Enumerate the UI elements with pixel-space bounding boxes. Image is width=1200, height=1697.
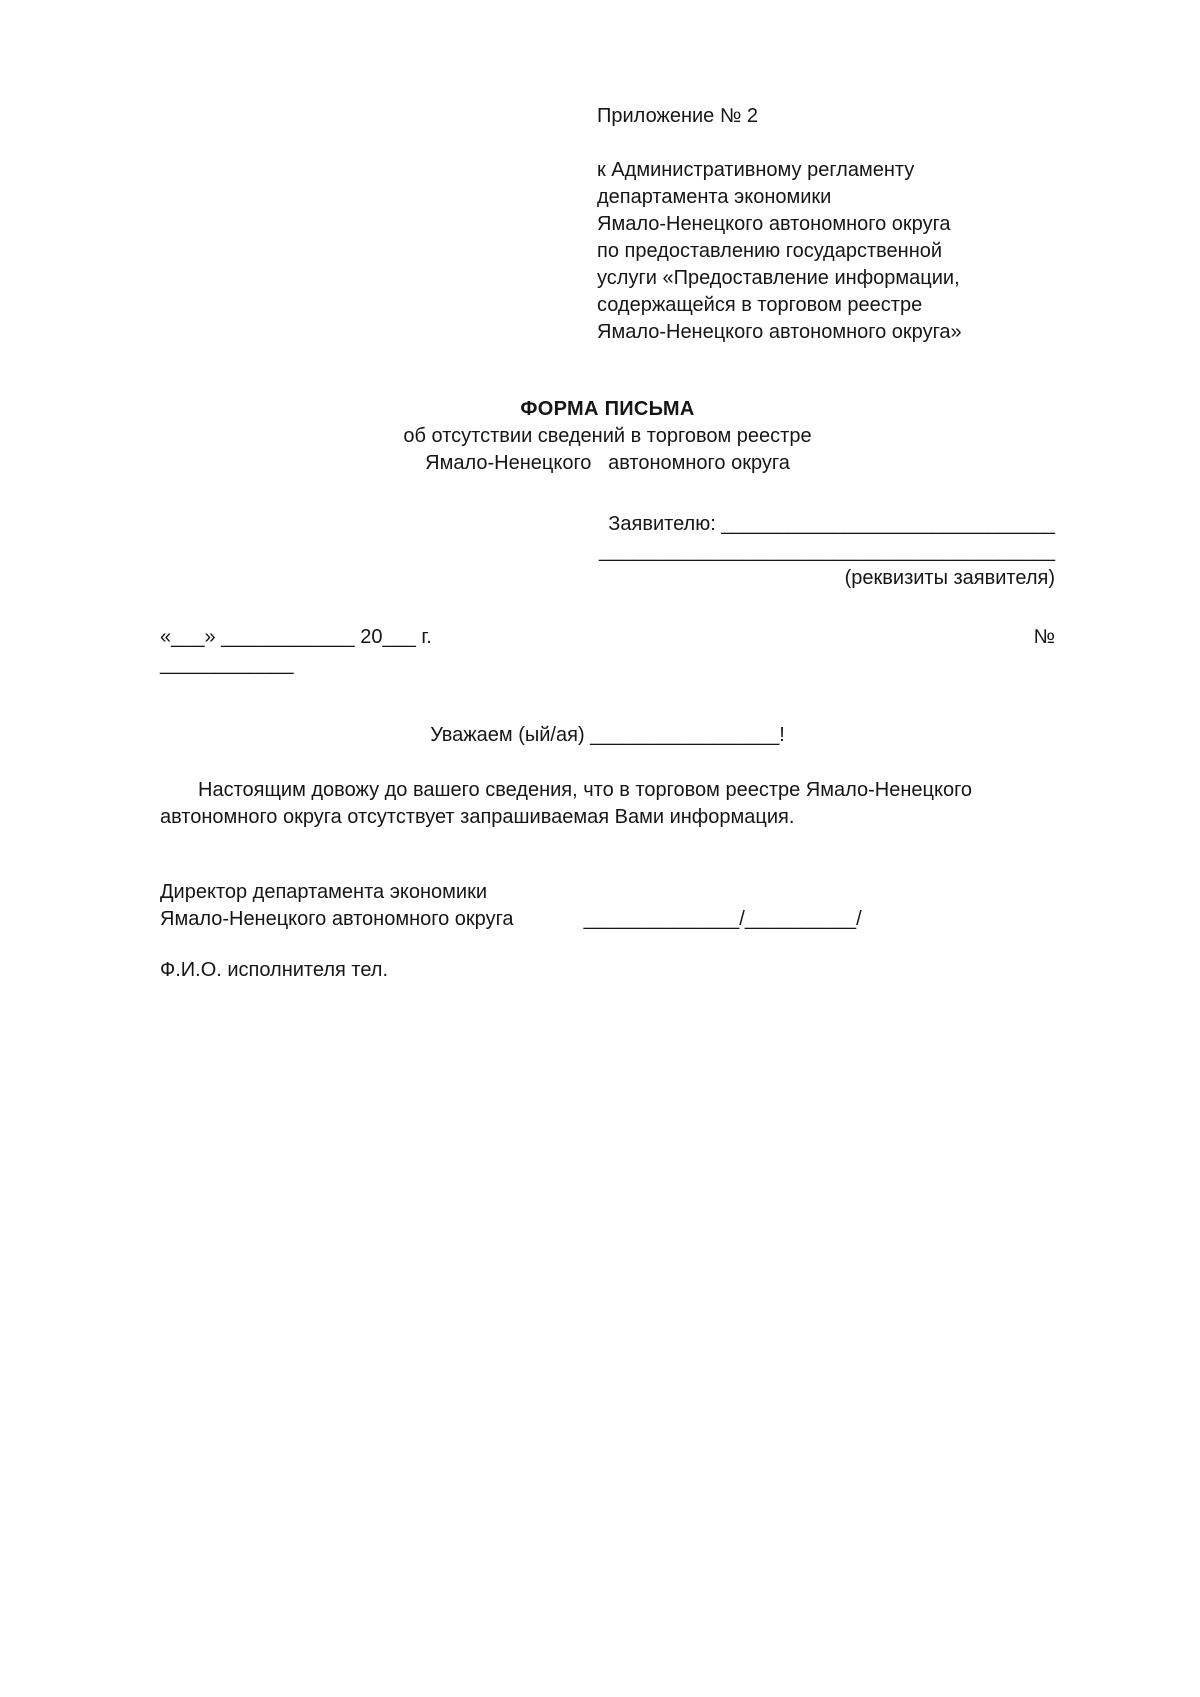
appendix-reference-line: Ямало-Ненецкого автономного округа» bbox=[597, 321, 962, 343]
signature-title-line: Ямало-Ненецкого автономного округа bbox=[160, 908, 514, 930]
signature-block bbox=[160, 879, 1055, 933]
title-block bbox=[160, 396, 1055, 477]
appendix-block bbox=[597, 103, 1055, 346]
signature-blank: ______________/__________/ bbox=[583, 908, 862, 930]
signature-row bbox=[160, 906, 1055, 933]
date-blank: «___» ____________ 20___ г. bbox=[160, 626, 432, 648]
appendix-reference-line: к Административному регламенту bbox=[597, 159, 915, 181]
salutation-line: Уважаем (ый/ая) _________________! bbox=[430, 724, 785, 746]
appendix-reference-line: услуги «Предоставление информации, bbox=[597, 267, 960, 289]
appendix-reference-line: Ямало-Ненецкого автономного округа bbox=[597, 213, 951, 235]
addressee-blank-line: _________________________________________ bbox=[598, 540, 1055, 562]
number-sign: № bbox=[1033, 626, 1055, 648]
appendix-reference-line: содержащейся в торговом реестре bbox=[597, 294, 923, 316]
appendix-number: Приложение № 2 bbox=[597, 105, 758, 127]
number-blank: ____________ bbox=[160, 653, 294, 675]
document-subtitle-line: об отсутствии сведений в торговом реестре bbox=[403, 425, 812, 447]
body-paragraph: Настоящим довожу до вашего сведения, что в торговом реестре Ямало-Ненецкого автономного округа отсутствует запрашиваемая Вами информация. bbox=[160, 779, 973, 828]
date-row bbox=[160, 624, 1055, 651]
addressee-block bbox=[160, 511, 1055, 592]
appendix-reference-line: по предоставлению государственной bbox=[597, 240, 943, 262]
document-title: ФОРМА ПИСЬМА bbox=[520, 398, 695, 420]
addressee-label-with-blank: Заявителю: ______________________________ bbox=[608, 513, 1055, 535]
requisites-note: (реквизиты заявителя) bbox=[844, 567, 1055, 589]
signature-title-line: Директор департамента экономики bbox=[160, 881, 488, 903]
appendix-reference-line: департамента экономики bbox=[597, 186, 832, 208]
executor-note: Ф.И.О. исполнителя тел. bbox=[160, 959, 389, 981]
document-subtitle-line: Ямало-Ненецкого автономного округа bbox=[425, 452, 790, 474]
